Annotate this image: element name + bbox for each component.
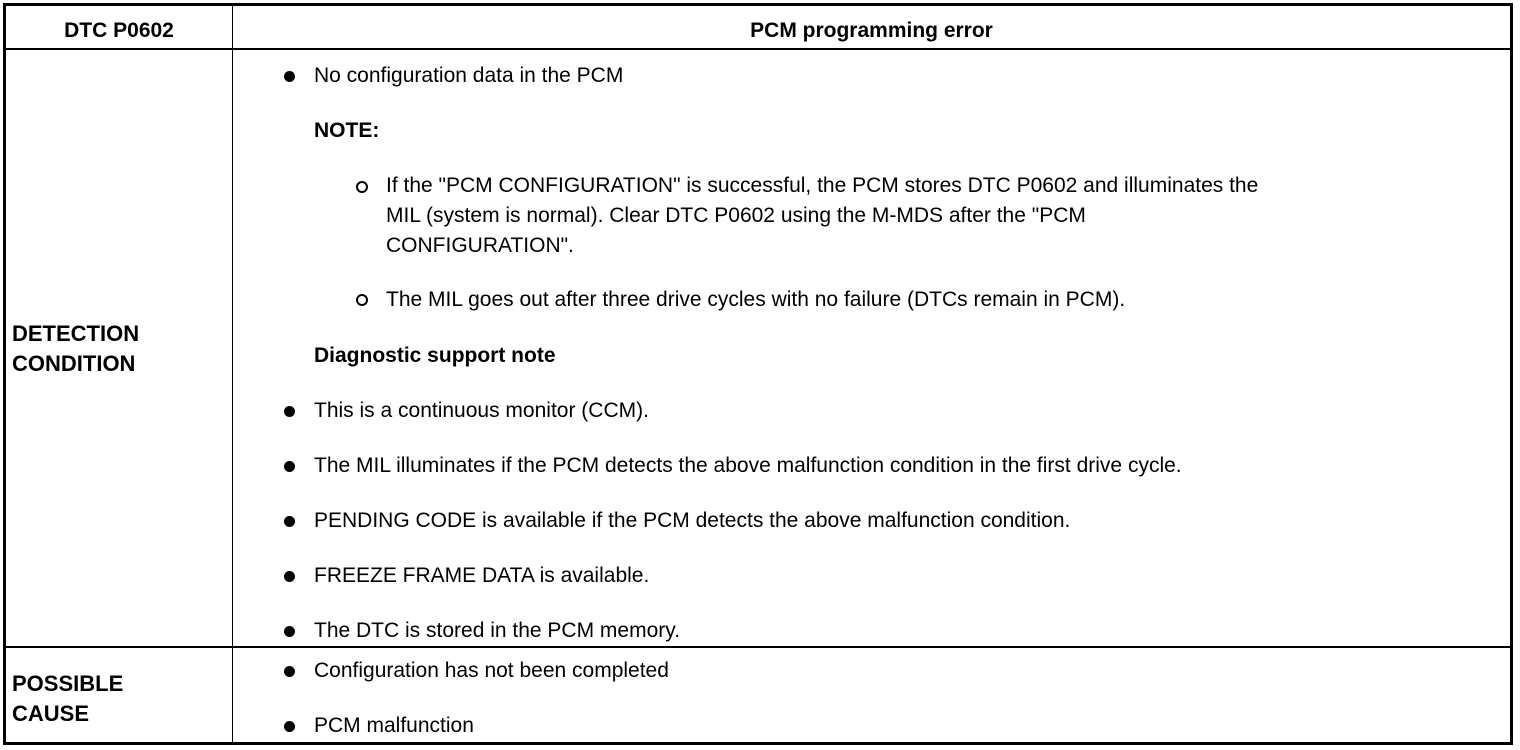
cause-item: Configuration has not been completed <box>314 659 669 682</box>
bullet-icon <box>284 571 295 582</box>
bullet-icon <box>284 516 295 527</box>
detection-item: No configuration data in the PCM <box>314 64 624 87</box>
dtc-table <box>3 3 1513 745</box>
detection-label-line1: DETECTION <box>12 321 140 346</box>
support-item: The DTC is stored in the PCM memory. <box>314 619 681 642</box>
dtc-title-header: PCM programming error <box>750 19 993 42</box>
support-note-heading: Diagnostic support note <box>314 344 556 367</box>
dtc-code-header: DTC P0602 <box>64 19 174 42</box>
note-item-1-line2: MIL (system is normal). Clear DTC P0602 using the M-MDS after the "PCM <box>386 204 1086 227</box>
cause-label-line2: CAUSE <box>12 701 90 726</box>
cause-label-line1: POSSIBLE <box>12 671 124 696</box>
circle-bullet-icon <box>356 181 368 193</box>
note-item-1-line3: CONFIGURATION". <box>386 234 574 257</box>
bullet-icon <box>284 461 295 472</box>
section-divider <box>6 646 1510 648</box>
note-heading: NOTE: <box>314 119 380 142</box>
possible-cause-label <box>12 669 123 729</box>
bullet-icon <box>284 71 295 82</box>
bullet-icon <box>284 406 295 417</box>
note-item-2: The MIL goes out after three drive cycles with no failure (DTCs remain in PCM). <box>386 288 1126 311</box>
support-item: PENDING CODE is available if the PCM detects the above malfunction condition. <box>314 509 1071 532</box>
bullet-icon <box>284 721 295 732</box>
cause-item: PCM malfunction <box>314 714 474 737</box>
note-item-1-line1: If the "PCM CONFIGURATION" is successful, the PCM stores DTC P0602 and illuminates the <box>386 174 1259 197</box>
support-item: This is a continuous monitor (CCM). <box>314 399 649 422</box>
column-divider <box>232 6 233 742</box>
support-item: The MIL illuminates if the PCM detects the above malfunction condition in the first drive cycle. <box>314 454 1182 477</box>
support-item: FREEZE FRAME DATA is available. <box>314 564 650 587</box>
bullet-icon <box>284 666 295 677</box>
circle-bullet-icon <box>356 294 368 306</box>
detection-label-line2: CONDITION <box>12 351 136 376</box>
header-divider <box>6 48 1510 50</box>
bullet-icon <box>284 626 295 637</box>
detection-condition-label <box>12 319 139 379</box>
